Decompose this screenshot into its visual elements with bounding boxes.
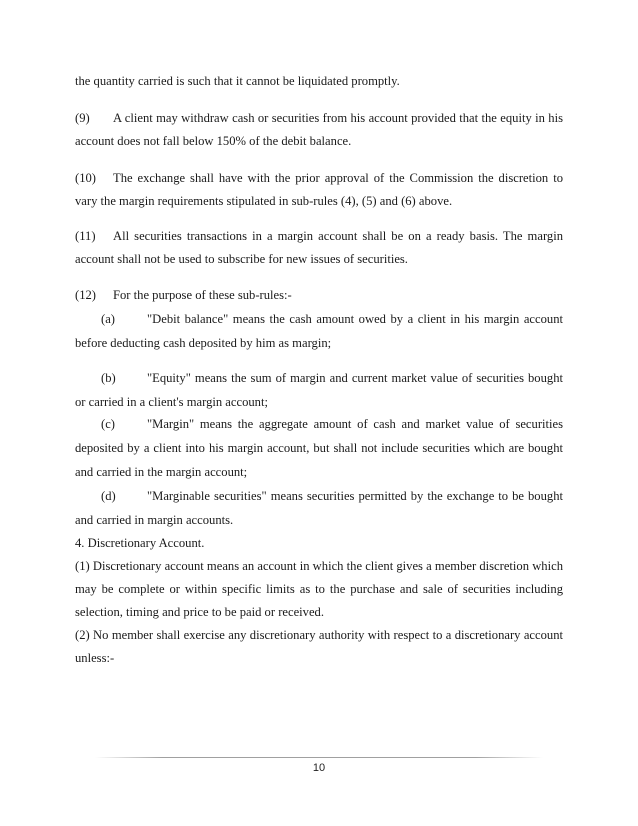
definition-b-text: "Equity" means the sum of margin and current market value of securities bought or carried in a client's margin account; [75, 371, 563, 409]
page-number: 10 [312, 762, 326, 774]
rule-11-text: All securities transactions in a margin account shall be on a ready basis. The margin account shall not be used to subscribe for new issues of securities. [75, 229, 563, 266]
footer-divider [95, 757, 543, 758]
section-4-clause-1 [75, 555, 563, 624]
section-4-clause-2-text: (2) No member shall exercise any discretionary authority with respect to a discretionary account unless:- [75, 628, 563, 665]
definition-c-text: "Margin" means the aggregate amount of cash and market value of securities deposited by a client into his margin account, but shall not include securities which are bought and carried in the margin account; [75, 417, 563, 479]
rule-10-number: (10) [75, 171, 96, 185]
definition-b [75, 366, 563, 414]
definition-a-label: (a) [101, 312, 115, 326]
rule-12 [75, 284, 563, 307]
definition-d [75, 484, 563, 532]
rule-12-text: For the purpose of these sub-rules:- [113, 288, 292, 302]
section-4-heading [75, 532, 563, 555]
definition-a [75, 307, 563, 355]
continuation-line [75, 70, 563, 93]
rule-10-text: The exchange shall have with the prior approval of the Commission the discretion to vary the margin requirements stipulated in sub-rules (4), (5) and (6) above. [75, 171, 563, 208]
continuation-text: the quantity carried is such that it cannot be liquidated promptly. [75, 74, 400, 88]
definition-c-label: (c) [101, 417, 115, 431]
definition-d-label: (d) [101, 489, 116, 503]
rule-9-number: (9) [75, 111, 90, 125]
rule-9 [75, 107, 563, 153]
definition-c [75, 412, 563, 484]
rule-9-text: A client may withdraw cash or securities from his account provided that the equity in his account does not fall below 150% of the debit balance. [75, 111, 563, 148]
rule-10 [75, 167, 563, 213]
definition-b-label: (b) [101, 371, 116, 385]
definition-d-text: "Marginable securities" means securities permitted by the exchange to be bought and carried in margin accounts. [75, 489, 563, 527]
section-4-heading-text: 4. Discretionary Account. [75, 536, 205, 550]
definition-a-text: "Debit balance" means the cash amount owed by a client in his margin account before deducting cash deposited by him as margin; [75, 312, 563, 350]
rule-11-number: (11) [75, 229, 96, 243]
section-4-clause-2 [75, 624, 563, 670]
rule-12-number: (12) [75, 288, 96, 302]
section-4-clause-1-text: (1) Discretionary account means an account in which the client gives a member discretion which may be complete or within specific limits as to the purchase and sale of securities including selection, timing and price to be paid or received. [75, 559, 563, 619]
rule-11 [75, 225, 563, 271]
